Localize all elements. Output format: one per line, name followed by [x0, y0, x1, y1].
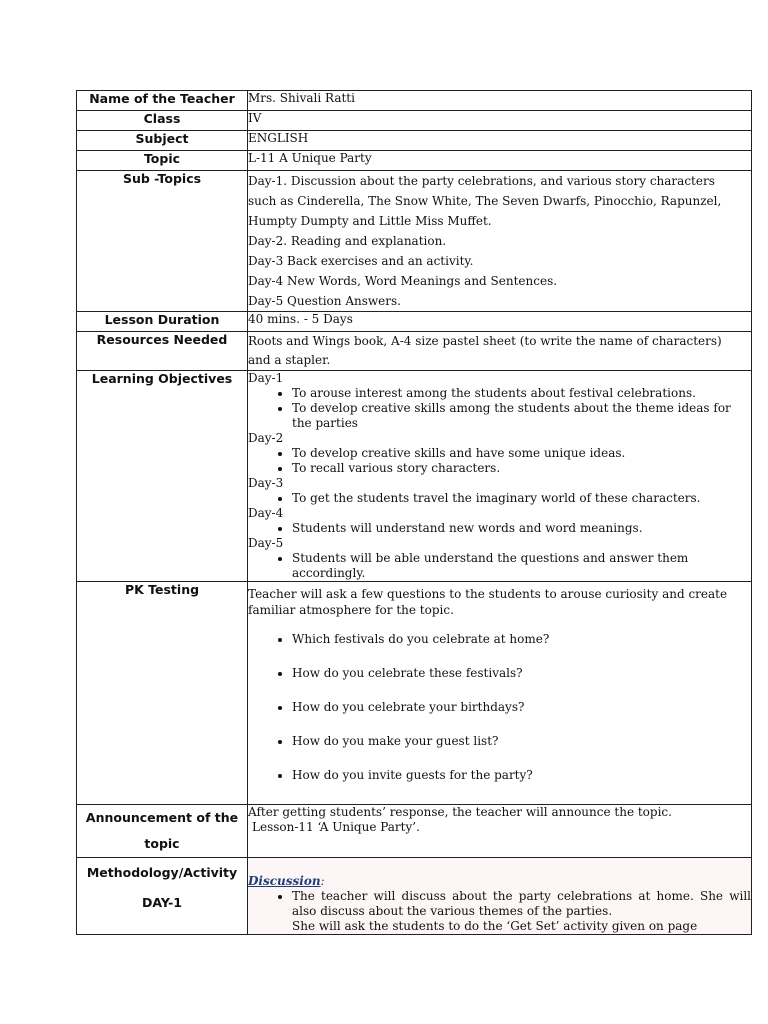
subtopic-line: Day-5 Question Answers.: [248, 294, 401, 308]
objective-list: [248, 521, 751, 536]
value-subtopics: [248, 171, 752, 312]
row-teacher: [77, 91, 752, 111]
label-resources: Resources Needed: [77, 332, 248, 371]
row-class: [77, 111, 752, 131]
row-resources: [77, 332, 752, 371]
objective-list: [248, 491, 751, 506]
row-topic: [77, 151, 752, 171]
label-duration: Lesson Duration: [77, 312, 248, 332]
objective-day: Day-1: [248, 371, 284, 385]
label-objectives: Learning Objectives: [77, 371, 248, 582]
label-topic: Topic: [77, 151, 248, 171]
value-pk-testing: [248, 582, 752, 805]
methodology-list: [248, 889, 751, 934]
row-duration: [77, 312, 752, 332]
row-objectives: [77, 371, 752, 582]
resources-line: Roots and Wings book, A-4 size pastel sheet (to write the name of characters): [248, 334, 722, 348]
objective-item: • Students will understand new words and word meanings.: [292, 521, 751, 536]
pk-question: • Which festivals do you celebrate at home?: [292, 632, 751, 647]
row-subtopics: [77, 171, 752, 312]
pk-intro: Teacher will ask a few questions to the students to arouse curiosity and create familiar atmosphere for the topic.: [248, 587, 728, 617]
label-class: Class: [77, 111, 248, 131]
row-pk-testing: [77, 582, 752, 805]
label-subtopics: Sub -Topics: [77, 171, 248, 312]
objective-item: • To develop creative skills and have some unique ideas.: [292, 446, 751, 461]
announcement-topic: Lesson-11 ‘A Unique Party’.: [252, 820, 420, 834]
label-teacher: Name of the Teacher: [77, 91, 248, 111]
value-teacher: Mrs. Shivali Ratti: [248, 91, 752, 111]
row-methodology: [77, 858, 752, 935]
label-subject: Subject: [77, 131, 248, 151]
objective-item: • To get the students travel the imaginary world of these characters.: [292, 491, 751, 506]
objective-list: [248, 551, 751, 581]
objective-day: Day-2: [248, 431, 284, 445]
value-resources: [248, 332, 752, 371]
value-topic: L-11 A Unique Party: [248, 151, 752, 171]
methodology-heading: Discussion: [248, 874, 321, 888]
subtopic-line: Day-3 Back exercises and an activity.: [248, 254, 474, 268]
methodology-item: • The teacher will discuss about the party celebrations at home. She will also discuss about the various themes of the parties.: [292, 889, 751, 919]
objective-day: Day-5: [248, 536, 284, 550]
pk-question: • How do you invite guests for the party?: [292, 768, 751, 783]
label-methodology: [77, 858, 248, 935]
row-announcement: [77, 805, 752, 858]
objective-item: • To arouse interest among the students about festival celebrations.: [292, 386, 751, 401]
objective-item: • To develop creative skills among the students about the theme ideas for the parties: [292, 401, 751, 431]
value-subject: ENGLISH: [248, 131, 752, 151]
value-class: IV: [248, 111, 752, 131]
value-announcement: [248, 805, 752, 858]
pk-question-list: [248, 632, 751, 783]
pk-question: • How do you celebrate these festivals?: [292, 666, 751, 681]
label-announcement-line1: Announcement of the: [85, 810, 239, 825]
label-methodology-line1: Methodology/Activity: [86, 865, 238, 880]
label-methodology-day: DAY-1: [142, 895, 182, 910]
subtopic-line: such as Cinderella, The Snow White, The Seven Dwarfs, Pinocchio, Rapunzel,: [248, 194, 722, 208]
resources-line: and a stapler.: [248, 353, 331, 367]
methodology-heading-colon: :: [320, 874, 325, 888]
objective-list: [248, 446, 751, 476]
label-pk-testing: PK Testing: [77, 582, 248, 805]
pk-question: • How do you celebrate your birthdays?: [292, 700, 751, 715]
pk-question: • How do you make your guest list?: [292, 734, 751, 749]
label-announcement-line2: topic: [144, 836, 180, 851]
objective-day: Day-3: [248, 476, 284, 490]
subtopic-line: Day-2. Reading and explanation.: [248, 234, 447, 248]
value-methodology: [248, 858, 752, 935]
value-duration: 40 mins. - 5 Days: [248, 312, 752, 332]
methodology-item: • She will ask the students to do the ‘Get Set’ activity given on page: [292, 919, 751, 934]
row-subject: [77, 131, 752, 151]
objective-item: • Students will be able understand the questions and answer them accordingly.: [292, 551, 751, 581]
label-announcement: [77, 805, 248, 858]
lesson-plan-table: [76, 90, 752, 935]
objective-list: [248, 386, 751, 431]
subtopic-line: Day-1. Discussion about the party celebrations, and various story characters: [248, 174, 715, 188]
objective-item: • To recall various story characters.: [292, 461, 751, 476]
methodology-heading-wrap: [248, 874, 751, 889]
objective-day: Day-4: [248, 506, 284, 520]
value-objectives: [248, 371, 752, 582]
subtopic-line: Day-4 New Words, Word Meanings and Sentences.: [248, 274, 558, 288]
subtopic-line: Humpty Dumpty and Little Miss Muffet.: [248, 214, 492, 228]
announcement-line: After getting students’ response, the teacher will announce the topic.: [248, 805, 672, 819]
